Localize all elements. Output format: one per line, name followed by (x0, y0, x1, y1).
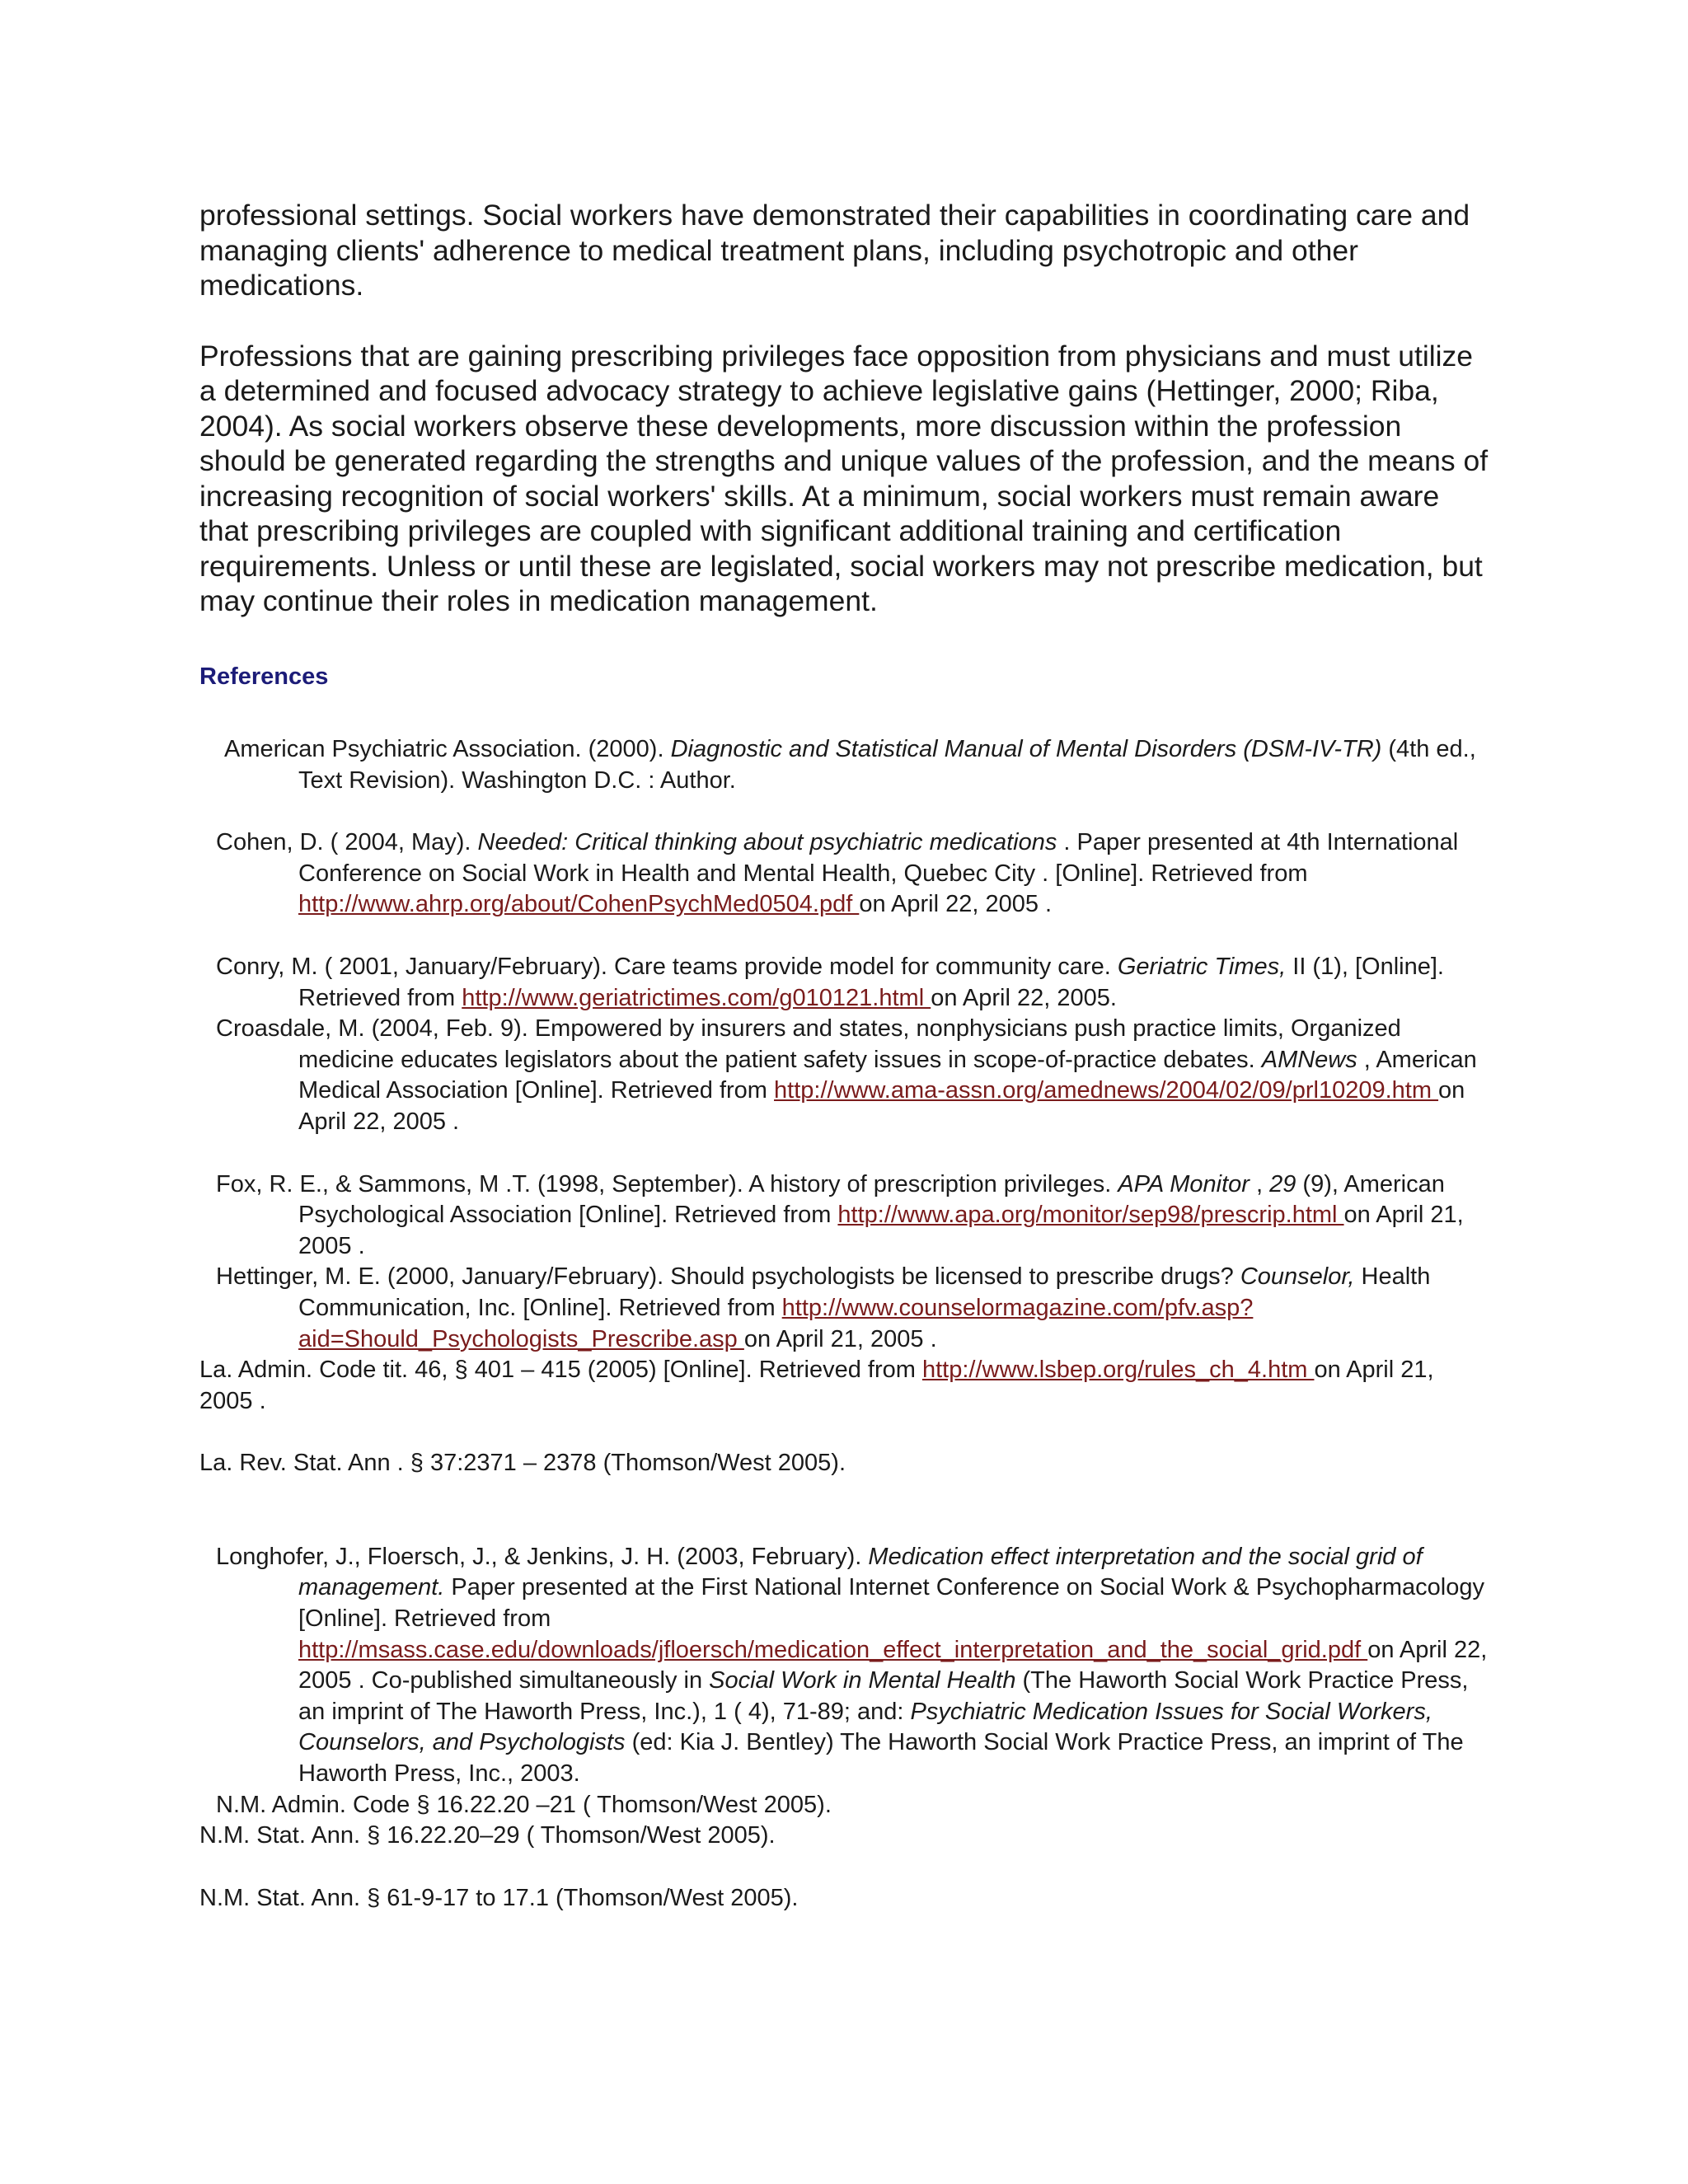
conry-link[interactable]: http://www.geriatrictimes.com/g010121.html (462, 984, 931, 1011)
reference-apa: American Psychiatric Association. (2000). Diagnostic and Statistical Manual of Mental Disorders (DSM-IV-TR) (4th ed., Text Revision). Washington D.C. : Author. (224, 736, 1476, 794)
reference-nm-admin: N.M. Admin. Code § 16.22.20 –21 ( Thomson/West 2005). (216, 1791, 832, 1818)
fox-link[interactable]: http://www.apa.org/monitor/sep98/prescrip.html (837, 1202, 1344, 1229)
reference-la-rev: La. Rev. Stat. Ann . § 37:2371 – 2378 (Thomson/West 2005). (199, 1450, 846, 1477)
longhofer-link[interactable]: http://msass.case.edu/downloads/jfloersch/medication_effect_interpretation_and_the_social_grid.pdf (298, 1636, 1368, 1663)
la-admin-link[interactable]: http://www.lsbep.org/rules_ch_4.htm (921, 1357, 1315, 1384)
reference-hettinger: Hettinger, M. E. (2000, January/February). Should psychologists be licensed to prescribe drugs? Counselor, Health Communication, Inc. [Online]. Retrieved from http://www.counselormagazine.com/pfv.asp?aid=Should_Psychologists_Prescribe.asp on April 21, 2005 . (216, 1263, 1431, 1352)
body-paragraph-1: professional settings. Social workers have demonstrated their capabilities in coordinating care and managing clients' adherence to medical treatment plans, including psychotropic and other medications. (199, 199, 1470, 302)
reference-longhofer: Longhofer, J., Floersch, J., & Jenkins, J. H. (2003, February). Medication effect interpretation and the social grid of management. Paper presented at the First National Internet Conference on Social Work & Psychopharmacology [Online]. Retrieved from http://msass.case.edu/downloads/jfloersch/medication_effect_interpretation_and_the_social_grid.pdf on April 22, 2005 . Co-published simultaneously in Social Work in Mental Health (The Haworth Social Work Practice Press, an imprint of The Haworth Press, Inc.), 1 ( 4), 71-89; and: Psychiatric Medication Issues for Social Workers, Counselors, and Psychologists (ed: Kia J. Bentley) The Haworth Social Work Practice Press, an imprint of The Haworth Press, Inc., 2003. (216, 1543, 1488, 1788)
reference-nm-stat-2: N.M. Stat. Ann. § 61-9-17 to 17.1 (Thomson/West 2005). (199, 1884, 799, 1911)
croasdale-link[interactable]: http://www.ama-assn.org/amednews/2004/02/09/prl10209.htm (774, 1077, 1439, 1104)
cohen-link[interactable]: http://www.ahrp.org/about/CohenPsychMed0504.pdf (298, 891, 860, 918)
reference-fox: Fox, R. E., & Sammons, M .T. (1998, September). A history of prescription privileges. APA Monitor , 29 (9), American Psychological Association [Online]. Retrieved from http://www.apa.org/monitor/sep98/prescrip.html on April 21, 2005 . (216, 1170, 1464, 1259)
reference-croasdale: Croasdale, M. (2004, Feb. 9). Empowered by insurers and states, nonphysicians push practice limits, Organized medicine educates legislators about the patient safety issues in scope-of-practice debates. AMNews , American Medical Association [Online]. Retrieved from http://www.ama-assn.org/amednews/2004/02/09/prl10209.htm on April 22, 2005 . (216, 1015, 1477, 1135)
document-page (199, 198, 1493, 1911)
reference-la-admin: La. Admin. Code tit. 46, § 401 – 415 (2005) [Online]. Retrieved from http://www.lsbep.org/rules_ch_4.htm on April 21, 2005 . (199, 1357, 1434, 1414)
reference-nm-stat-1: N.M. Stat. Ann. § 16.22.20–29 ( Thomson/West 2005). (199, 1822, 776, 1849)
references-list (199, 734, 1493, 1914)
hettinger-link[interactable]: http://www.counselormagazine.com/pfv.asp?aid=Should_Psychologists_Prescribe.asp (298, 1294, 1254, 1352)
reference-cohen: Cohen, D. ( 2004, May). Needed: Critical thinking about psychiatric medications . Paper presented at 4th International Conference on Social Work in Health and Mental Health, Quebec City . [Online]. Retrieved from http://www.ahrp.org/about/CohenPsychMed0504.pdf on April 22, 2005 . (216, 829, 1459, 918)
body-paragraph-2: Professions that are gaining prescribing privileges face opposition from physicians and must utilize a determined and focused advocacy strategy to achieve legislative gains (Hettinger, 2000; Riba, 2004). As social workers observe these developments, more discussion within the profession should be generated regarding the strengths and unique values of the profession, and the means of increasing recognition of social workers' skills. At a minimum, social workers must remain aware that prescribing privileges are coupled with significant additional training and certification requirements. Unless or until these are legislated, social workers may not prescribe medication, but may continue their roles in medication management. (199, 339, 1489, 617)
reference-conry: Conry, M. ( 2001, January/February). Care teams provide model for community care. Geriatric Times, II (1), [Online]. Retrieved from http://www.geriatrictimes.com/g010121.html on April 22, 2005. (216, 953, 1444, 1011)
references-heading: References (199, 663, 329, 690)
